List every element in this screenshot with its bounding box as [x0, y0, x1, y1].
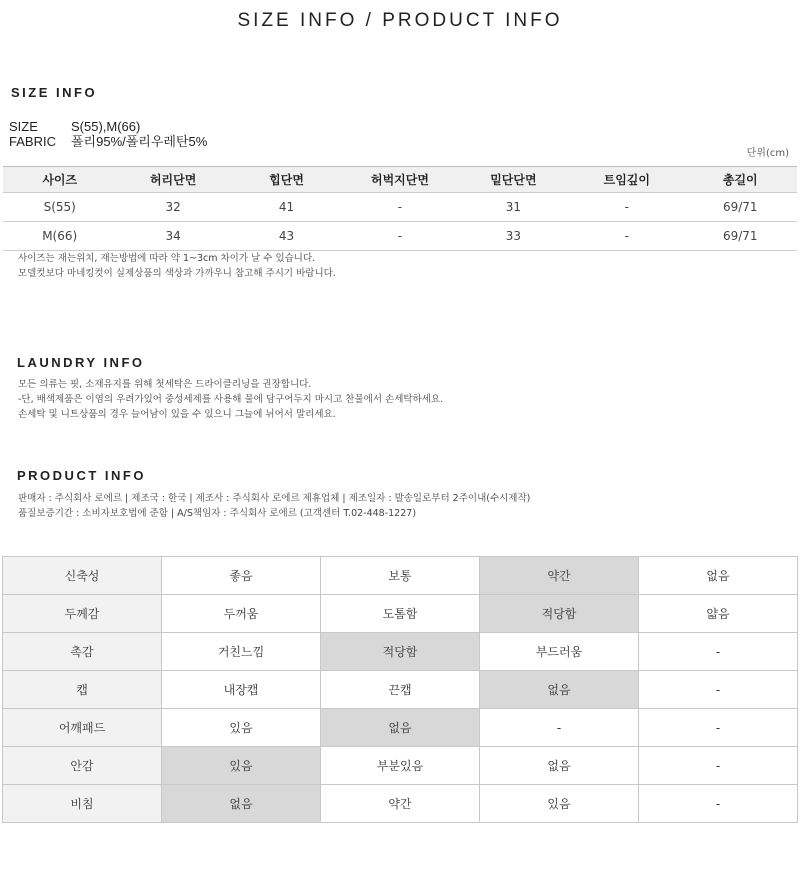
size-table — [3, 166, 797, 251]
attribute-row — [3, 747, 798, 785]
size-label: SIZE — [9, 119, 38, 134]
attribute-option-selected: 약간 — [480, 557, 639, 595]
attribute-label: 캡 — [3, 671, 162, 709]
table-cell: M(66) — [3, 222, 116, 251]
size-table-header-row — [3, 167, 797, 193]
attribute-option: - — [639, 785, 798, 823]
attribute-option: 두꺼움 — [162, 595, 321, 633]
attribute-option: 없음 — [639, 557, 798, 595]
size-value: S(55),M(66) — [71, 119, 141, 134]
attribute-table — [2, 556, 798, 823]
attribute-row — [3, 671, 798, 709]
attribute-row — [3, 595, 798, 633]
attribute-option-selected: 없음 — [162, 785, 321, 823]
size-info-heading: SIZE INFO — [11, 85, 98, 100]
attribute-row — [3, 785, 798, 823]
table-cell: 69/71 — [684, 222, 797, 251]
attribute-row — [3, 557, 798, 595]
table-cell: 31 — [457, 193, 570, 222]
attribute-option: 없음 — [480, 747, 639, 785]
attribute-option: 끈캡 — [321, 671, 480, 709]
size-note: 사이즈는 재는위치, 재는방법에 따라 약 1~3cm 차이가 날 수 있습니다. — [18, 253, 316, 264]
table-cell: S(55) — [3, 193, 116, 222]
table-cell: - — [570, 193, 683, 222]
attribute-option: 있음 — [162, 709, 321, 747]
attribute-option: 약간 — [321, 785, 480, 823]
attribute-option: 보통 — [321, 557, 480, 595]
laundry-line: 손세탁 및 니트상품의 경우 늘어남이 있을 수 있으니 그늘에 뉘어서 말리세요. — [18, 409, 336, 420]
attribute-label: 촉감 — [3, 633, 162, 671]
attribute-label: 어깨패드 — [3, 709, 162, 747]
page-title: SIZE INFO / PRODUCT INFO — [237, 10, 563, 31]
attribute-option: 부드러움 — [480, 633, 639, 671]
attribute-option: - — [639, 633, 798, 671]
table-cell: - — [343, 222, 456, 251]
laundry-line: 모든 의류는 핏, 소재유지를 위해 첫세탁은 드라이클리닝을 권장합니다. — [18, 379, 312, 390]
table-cell: - — [343, 193, 456, 222]
attribute-label: 두께감 — [3, 595, 162, 633]
product-info-heading: PRODUCT INFO — [17, 468, 146, 483]
fabric-spec-row — [9, 134, 207, 150]
attribute-option-selected: 적당함 — [321, 633, 480, 671]
size-col-header: 사이즈 — [3, 167, 116, 193]
table-cell: 41 — [230, 193, 343, 222]
laundry-info-heading: LAUNDRY INFO — [17, 355, 145, 370]
attribute-label: 안감 — [3, 747, 162, 785]
attribute-option: 부분있음 — [321, 747, 480, 785]
table-cell: 34 — [116, 222, 229, 251]
table-cell: 69/71 — [684, 193, 797, 222]
size-spec-row — [9, 119, 140, 135]
attribute-option: - — [480, 709, 639, 747]
attribute-option: 좋음 — [162, 557, 321, 595]
waist-col-header: 허리단면 — [116, 167, 229, 193]
attribute-option-selected: 적당함 — [480, 595, 639, 633]
fabric-value: 폴리95%/폴리우레탄5% — [71, 134, 208, 149]
attribute-option-selected: 없음 — [480, 671, 639, 709]
attribute-option: 얇음 — [639, 595, 798, 633]
attribute-option: 거친느낌 — [162, 633, 321, 671]
attribute-row — [3, 633, 798, 671]
attribute-option: - — [639, 747, 798, 785]
table-row — [3, 193, 797, 222]
table-cell: - — [570, 222, 683, 251]
table-cell: 33 — [457, 222, 570, 251]
laundry-line: -단, 배색제품은 이염의 우려가있어 중성세제를 사용해 물에 담구어두지 마시고 찬물에서 손세탁하세요. — [18, 394, 444, 405]
attribute-option-selected: 없음 — [321, 709, 480, 747]
hip-col-header: 힙단면 — [230, 167, 343, 193]
slit-col-header: 트임깊이 — [570, 167, 683, 193]
size-notes — [18, 251, 336, 281]
table-cell: 32 — [116, 193, 229, 222]
thigh-col-header: 허벅지단면 — [343, 167, 456, 193]
hem-col-header: 밑단단면 — [457, 167, 570, 193]
attribute-option: - — [639, 709, 798, 747]
attribute-row — [3, 709, 798, 747]
attribute-option: - — [639, 671, 798, 709]
attribute-option: 내장캡 — [162, 671, 321, 709]
laundry-notes — [18, 377, 443, 422]
product-line: 품질보증기간 : 소비자보호법에 준함 | A/S책임자 : 주식회사 로에르 (고객센터 T.02-448-1227) — [18, 508, 417, 519]
attribute-label: 신축성 — [3, 557, 162, 595]
table-row — [3, 222, 797, 251]
fabric-label: FABRIC — [9, 134, 56, 149]
length-col-header: 총길이 — [684, 167, 797, 193]
product-line: 판매자 : 주식회사 로에르 | 제조국 : 한국 | 제조사 : 주식회사 로에르 제휴업체 | 제조일자 : 발송일로부터 2주이내(수시제작) — [18, 493, 531, 504]
attribute-option: 도톰함 — [321, 595, 480, 633]
attribute-label: 비침 — [3, 785, 162, 823]
attribute-option: 있음 — [480, 785, 639, 823]
attribute-option-selected: 있음 — [162, 747, 321, 785]
product-notes — [18, 491, 530, 521]
table-cell: 43 — [230, 222, 343, 251]
unit-note: 단위(cm) — [746, 148, 789, 159]
size-note: 모델컷보다 마네킹컷이 실제상품의 색상과 가까우니 참고해 주시기 바랍니다. — [18, 268, 336, 279]
